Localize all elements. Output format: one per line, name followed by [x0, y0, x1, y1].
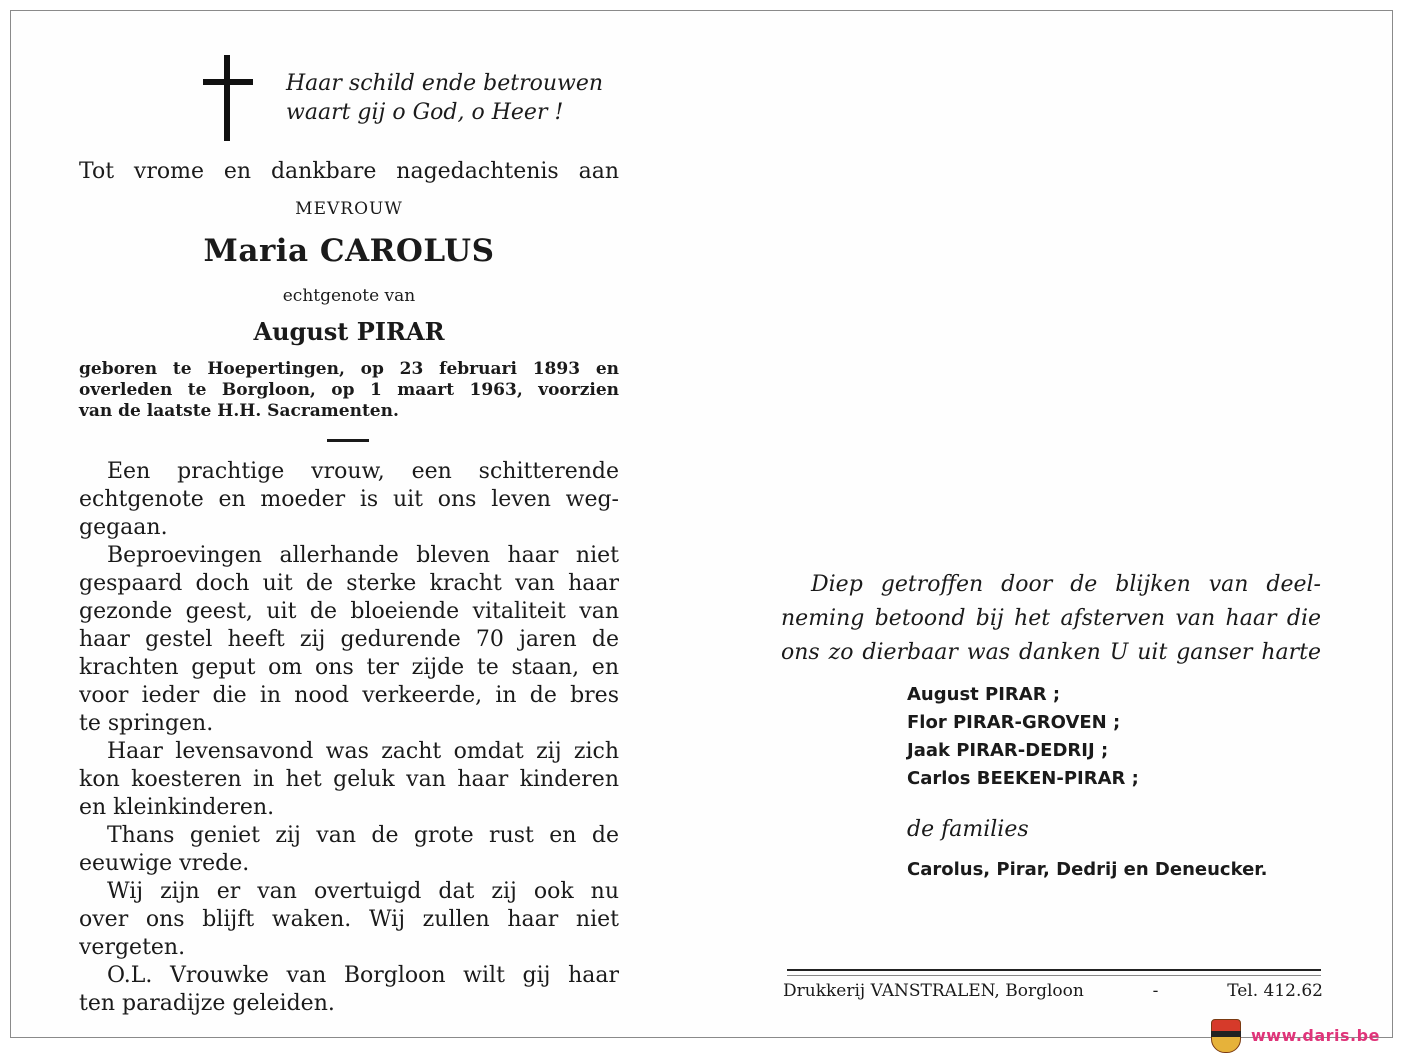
bio-line: ten paradijze geleiden. — [79, 991, 335, 1016]
bio-line: haar gestel heeft zij gedurende 70 jaren de — [79, 627, 619, 652]
printer-rule-thin — [787, 975, 1321, 976]
coat-of-arms-icon — [1207, 1015, 1243, 1055]
watermark — [1207, 1015, 1380, 1055]
printer-line — [783, 981, 1323, 1001]
printer-tel: Tel. 412.62 — [1227, 981, 1323, 1001]
bio-line: Thans geniet zij van de grote rust en de — [107, 823, 619, 848]
family-members-list — [907, 681, 1327, 793]
spouse-name: August PIRAR — [253, 317, 445, 346]
family-member: Carlos BEEKEN-PIRAR ; — [907, 768, 1139, 789]
birth-info-line: van de laatste H.H. Sacramenten. — [79, 401, 399, 421]
bio-line: O.L. Vrouwke van Borgloon wilt gij haar — [107, 963, 619, 988]
motto-line-2: waart gij o God, o Heer ! — [286, 100, 564, 125]
bio-line: gespaard doch uit de sterke kracht van haar — [79, 571, 619, 596]
watermark-text: www.daris.be — [1251, 1025, 1380, 1045]
bio-line: en kleinkinderen. — [79, 795, 275, 820]
bio-line: gegaan. — [79, 515, 168, 540]
intro-text: Tot vrome en dankbare nagedachtenis aan — [79, 159, 619, 184]
birth-info — [79, 359, 619, 422]
bio-line: te springen. — [79, 711, 214, 736]
bio-line: Een prachtige vrouw, een schitterende — [107, 459, 619, 484]
family-member: Flor PIRAR-GROVEN ; — [907, 712, 1121, 733]
printer-rule — [787, 969, 1321, 971]
bio-line: eeuwige vrede. — [79, 851, 250, 876]
bio-line: echtgenote en moeder is uit ons leven weg- — [79, 487, 619, 512]
deceased-name: Maria CAROLUS — [203, 233, 495, 269]
spouse-label: echtgenote van — [282, 286, 416, 306]
bio-line: Wij zijn er van overtuigd dat zij ook nu — [107, 879, 619, 904]
cross-icon — [203, 55, 253, 141]
thanks-text — [781, 568, 1321, 670]
bio-line: kon koesteren in het geluk van haar kinderen — [79, 767, 619, 792]
bio-line: Beproevingen allerhande bleven haar niet — [107, 543, 619, 568]
birth-info-line: geboren te Hoepertingen, op 23 februari 1893 en — [79, 359, 619, 379]
biography — [79, 458, 619, 1018]
separator-line — [327, 439, 369, 442]
motto-line-1: Haar schild ende betrouwen — [286, 71, 604, 96]
title-mevrouw: MEVROUW — [295, 199, 403, 219]
thanks-line: ons zo dierbaar was danken U uit ganser harte — [781, 640, 1321, 665]
family-member: August PIRAR ; — [907, 684, 1061, 705]
bio-line: voor ieder die in nood verkeerde, in de bres — [79, 683, 619, 708]
printer-name: Drukkerij VANSTRALEN, Borgloon — [783, 981, 1084, 1001]
bio-line: Haar levensavond was zacht omdat zij zich — [107, 739, 619, 764]
bio-line: krachten geput om ons ter zijde te staan, en — [79, 655, 619, 680]
thanks-line: neming betoond bij het afsterven van haar die — [781, 606, 1321, 631]
motto — [286, 69, 631, 127]
families-label: de families — [907, 817, 1029, 842]
thanks-line: Diep getroffen door de blijken van deel- — [811, 572, 1321, 597]
bio-line: vergeten. — [79, 935, 186, 960]
bio-line: gezonde geest, uit de bloeiende vitaliteit van — [79, 599, 619, 624]
family-member: Jaak PIRAR-DEDRIJ ; — [907, 740, 1109, 761]
printer-separator: - — [1152, 981, 1159, 1001]
families-names: Carolus, Pirar, Dedrij en Deneucker. — [907, 859, 1268, 880]
memorial-card — [10, 10, 1393, 1045]
bio-line: over ons blijft waken. Wij zullen haar niet — [79, 907, 619, 932]
birth-info-line: overleden te Borgloon, op 1 maart 1963, voorzien — [79, 380, 619, 400]
